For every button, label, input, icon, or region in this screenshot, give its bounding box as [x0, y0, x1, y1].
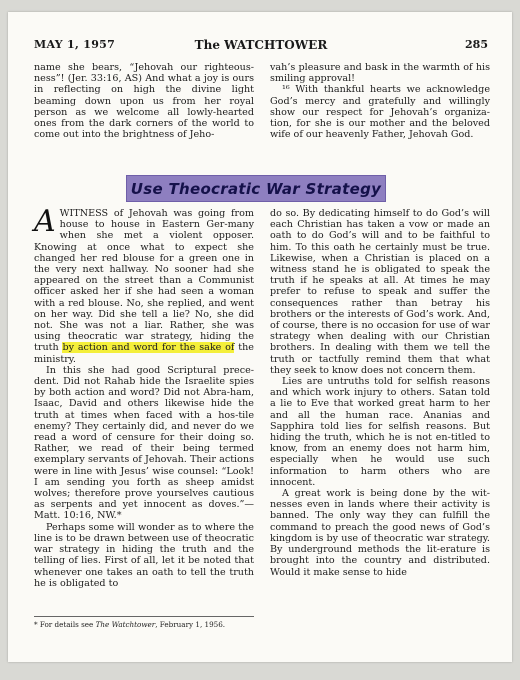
magazine-title: The WATCHTOWER: [194, 38, 328, 52]
right-column: [270, 208, 490, 578]
footnote-text: , February 1, 1956.: [155, 620, 226, 629]
magazine-page: [8, 12, 512, 662]
opening-paragraph: [34, 204, 254, 365]
text-run: the ministry.: [34, 342, 254, 365]
paragraph: A great work is being done by the wit-nesses even in lands where their activity is banned. The only way they can fulfill the command to preach the good news of God’s kingdom is by use of theocratic war strategy. By underground methods the lit-erature is brought into the country and distributed. Would it make sense to hide: [270, 488, 490, 578]
drop-cap: A: [34, 204, 56, 239]
page-number: 285: [465, 38, 488, 51]
paragraph: vah’s pleasure and bask in the warmth of his smiling approval!: [270, 62, 490, 85]
highlighted-text: by action and word for the sake of: [62, 342, 235, 354]
section-title: Use Theocratic War Strategy: [126, 175, 386, 202]
left-column: [34, 204, 254, 589]
paragraph: Lies are untruths told for selfish reasons and which work injury to others. Satan told a lie to Eve that worked great harm to her and all the human race. Ananias and Sapphira told lies for selfish reasons. But hiding the truth, which he is not en-titled to know, from an enemy does not harm him, especially when he would use such information to harm others who are innocent.: [270, 376, 490, 488]
paragraph: do so. By dedicating himself to do God’s will each Christian has taken a vow or made an oath to do God’s will and to be faithful to him. To this oath he certainly must be true. Likewise, when a Christian is placed on a witness stand he is obligated to speak the truth if he speaks at all. At times he may prefer to refuse to speak and suffer the consequences rather than betray his brothers or the interests of God’s work. And, of course, there is no occasion for use of war strategy when dealing with our Christian brothers. In dealing with them we tell the truth or tactfully remind them that what they seek to know does not concern them.: [270, 208, 490, 376]
footnote-text: * For details see: [34, 620, 96, 629]
issue-date: MAY 1, 1957: [34, 38, 116, 51]
footnote-source: The Watchtower: [95, 620, 156, 629]
text-run: WITNESS of Jehovah was going from house to house in Eastern Ger-many when she met a violent opposer. Knowing at once what to expect she changed her red blouse for a green one in the very next hallway. No sooner had she appeared on the street than a Communist officer asked her if she had seen a woman with a red blouse. No, she replied, and went on her way. Did she tell a lie? No, she did not. She was not a liar. Rather, she was using theocratic war strategy, hiding the truth: [34, 208, 254, 354]
paragraph: name she bears, “Jehovah our righteous-ness”! (Jer. 33:16, AS) And what a joy is ours in reflecting on high the divine light beaming down upon us from her royal person as we welcome all lowly-hearted ones from the dark corners of the world to come out into the brightness of Jeho-: [34, 62, 254, 141]
paragraph: Perhaps some will wonder as to where the line is to be drawn between use of theocratic war strategy in hiding the truth and the telling of lies. First of all, let it be noted that whenever one takes an oath to tell the truth he is obligated to: [34, 521, 254, 589]
top-right-column: [270, 62, 490, 140]
page-header: [34, 38, 488, 54]
top-left-column: [34, 62, 254, 140]
paragraph: In this she had good Scriptural prece-dent. Did not Rahab hide the Israelite spies by both action and word? Did not Abra-ham, Isaac, David and others likewise hide the truth at times when faced with a hos-tile enemy? They certainly did, and never do we read a word of censure for their doing so. Rather, we read of their being termed exemplary servants of Jehovah. Their actions were in line with Jesus’ wise counsel: “Look! I am sending you forth as sheep amidst wolves; therefore prove yourselves cautious as serpents and yet innocent as doves.”—Matt. 10:16, NW.*: [34, 364, 254, 522]
paragraph: ¹⁶ With thankful hearts we acknowledge God’s mercy and gratefully and willingly show our respect for Jehovah’s organiza-tion, for she is our mother and the beloved wife of our heavenly Father, Jehovah God.: [270, 84, 490, 141]
footnote: [34, 616, 254, 629]
